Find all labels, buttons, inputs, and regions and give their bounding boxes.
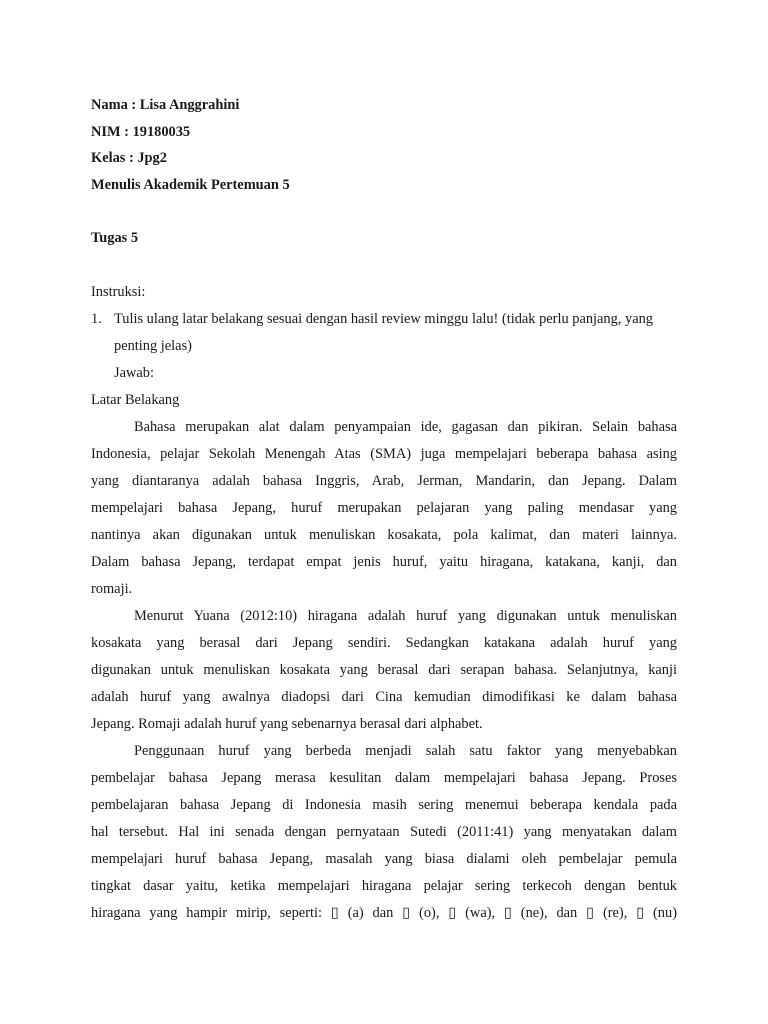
instruction-text: Tulis ulang latar belakang sesuai dengan hasil review minggu lalu! (tidak perlu panjang, yang (114, 310, 653, 327)
paragraph-line: kosakata yang berasal dari Jepang sendiri. Sedangkan katakana adalah huruf yang (91, 634, 677, 651)
paragraph-line: Indonesia, pelajar Sekolah Menengah Atas (SMA) juga mempelajari beberapa bahasa asing (91, 445, 677, 462)
instruction-item (91, 306, 677, 333)
paragraph-line: Penggunaan huruf yang berbeda menjadi salah satu faktor yang menyebabkan (134, 742, 677, 759)
paragraph-line: nantinya akan digunakan untuk menuliskan kosakata, pola kalimat, dan materi lainnya. (91, 526, 677, 543)
paragraph-line: hal tersebut. Hal ini senada dengan pernyataan Sutedi (2011:41) yang menyatakan dalam (91, 823, 677, 840)
paragraph-line: Jepang. Romaji adalah huruf yang sebenarnya berasal dari alphabet. (91, 715, 483, 732)
paragraph-line: hiragana yang hampir mirip, seperti: ▯ (a) dan ▯ (o), ▯ (wa), ▯ (ne), dan ▯ (re), ▯ (nu) (91, 904, 677, 921)
paragraph-line: digunakan untuk menuliskan kosakata yang berasal dari serapan bahasa. Selanjutnya, kanji (91, 661, 677, 678)
paragraph-3 (91, 738, 677, 927)
instruction-number: 1. (91, 310, 102, 327)
student-nim: NIM : 19180035 (91, 123, 191, 140)
spacer (91, 252, 677, 279)
paragraph-line: pembelajaran bahasa Jepang di Indonesia masih sering menemui beberapa kendala pada (91, 796, 677, 813)
answer-label: Jawab: (114, 364, 154, 381)
student-class: Kelas : Jpg2 (91, 150, 167, 166)
paragraph-line: tingkat dasar yaitu, ketika mempelajari hiragana pelajar sering terkecoh dengan bentuk (91, 877, 677, 894)
paragraph-line: romaji. (91, 580, 133, 597)
paragraph-line: Dalam bahasa Jepang, terdapat empat jenis huruf, yaitu hiragana, katakana, kanji, dan (91, 553, 677, 570)
assignment-title: Tugas 5 (91, 230, 139, 246)
course-title: Menulis Akademik Pertemuan 5 (91, 176, 290, 193)
paragraph-line: yang diantaranya adalah bahasa Inggris, Arab, Jerman, Mandarin, dan Jepang. Dalam (91, 472, 677, 489)
document-body (91, 92, 677, 927)
paragraph-line: mempelajari bahasa Jepang, huruf merupakan pelajaran yang paling mendasar yang (91, 499, 677, 516)
section-title: Latar Belakang (91, 391, 180, 408)
instruction-text-cont: penting jelas) (114, 337, 192, 354)
paragraph-1 (91, 414, 677, 603)
paragraph-line: Menurut Yuana (2012:10) hiragana adalah huruf yang digunakan untuk menuliskan (134, 607, 677, 624)
paragraph-line: mempelajari huruf bahasa Jepang, masalah yang biasa dialami oleh pembelajar pemula (91, 850, 677, 867)
spacer (91, 198, 677, 225)
paragraph-line: adalah huruf yang awalnya diadopsi dari Cina kemudian dimodifikasi ke dalam bahasa (91, 688, 677, 705)
instruction-label: Instruksi: (91, 283, 146, 300)
student-name: Nama : Lisa Anggrahini (91, 97, 240, 113)
paragraph-line: Bahasa merupakan alat dalam penyampaian ide, gagasan dan pikiran. Selain bahasa (134, 418, 677, 435)
paragraph-2 (91, 603, 677, 738)
paragraph-line: pembelajar bahasa Jepang merasa kesulitan dalam mempelajari bahasa Jepang. Proses (91, 769, 677, 786)
